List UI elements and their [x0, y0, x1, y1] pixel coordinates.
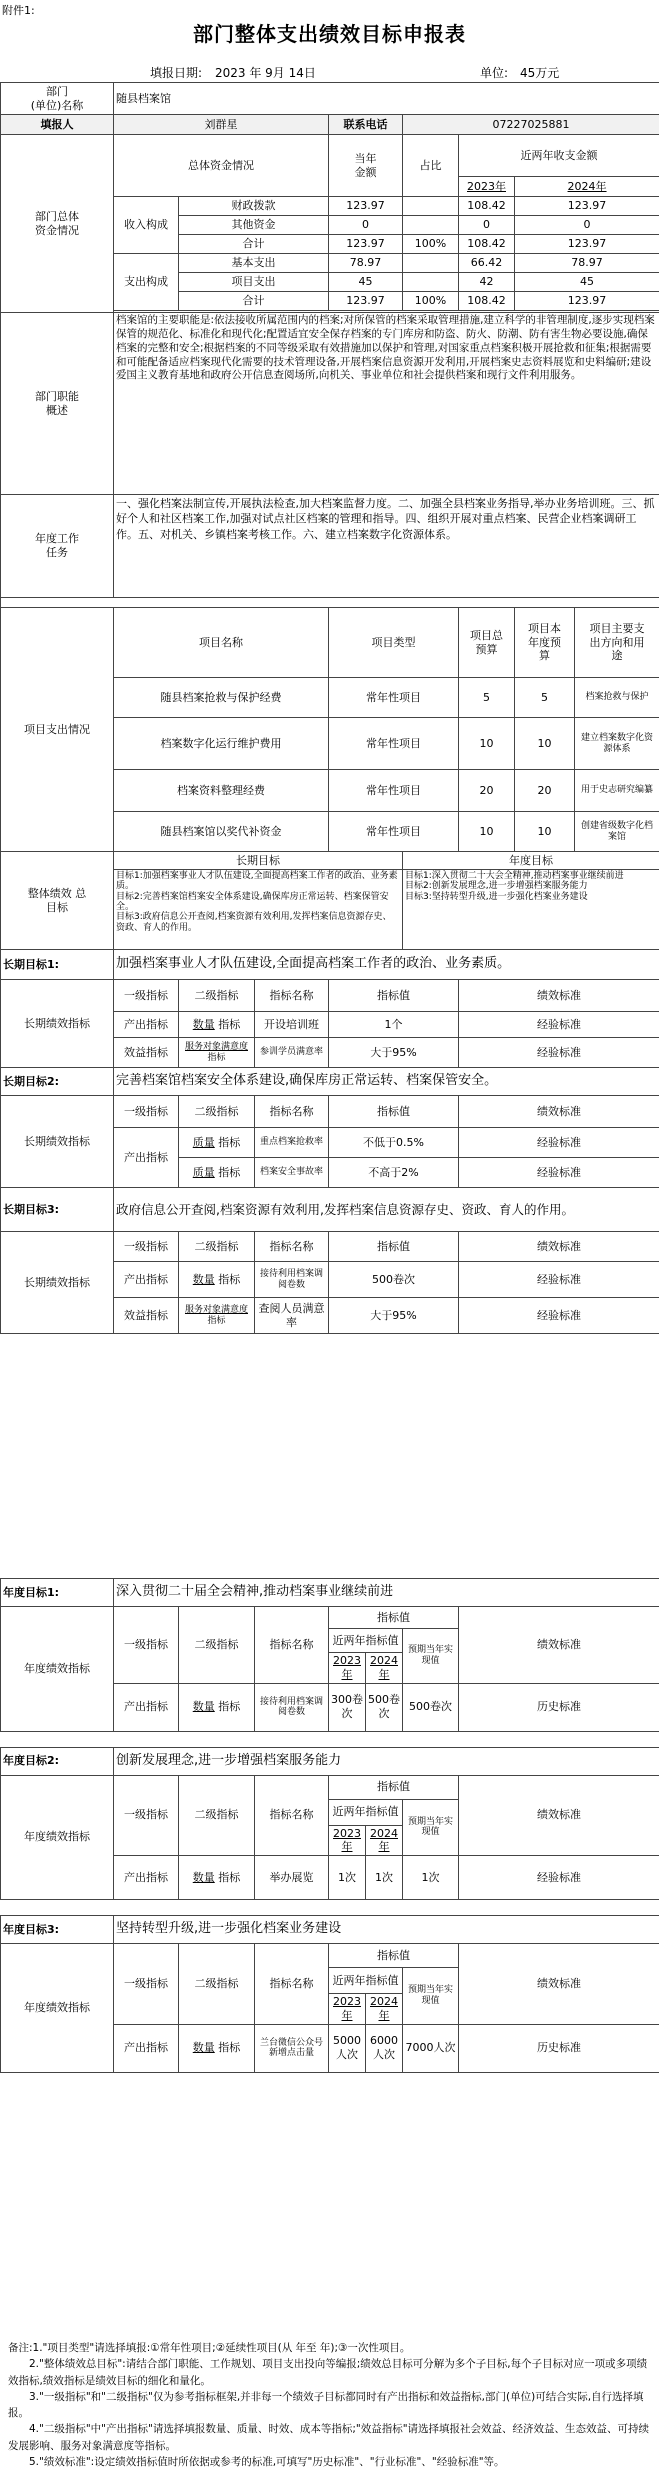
overall-long-text: 目标1:加强档案事业人才队伍建设,全面提高档案工作者的政治、业务素质。 目标2:完善档案馆档案安全体系建设,确保库房正常运转、档案保管安全。 目标3:政府信息公开查阅,档案资源有效利用,发挥档案信息资源存史、资政、育人的作用。 [114, 870, 403, 950]
ind-std: 经验标准 [459, 1298, 659, 1334]
ind-value-y2: 1次 [366, 1856, 403, 1900]
project-year: 5 [515, 678, 575, 718]
funds-item-name: 合计 [179, 235, 329, 254]
header-l1: 一级指标 [114, 1775, 179, 1856]
fill-date-label: 填报日期: [150, 66, 203, 80]
header-l2: 二级指标 [179, 980, 255, 1012]
ind-l2: 服务对象满意度 [184, 1042, 248, 1053]
expense-label: 支出构成 [114, 254, 179, 311]
project-type: 常年性项目 [329, 812, 459, 852]
dept-name: 随县档案馆 [114, 83, 659, 115]
ind-l2: 数量 [192, 2041, 215, 2055]
project-total: 10 [459, 812, 515, 852]
header-name: 指标名称 [255, 1232, 329, 1262]
ind-l1: 效益指标 [114, 1038, 179, 1068]
dept-label: 部门 (单位)名称 [1, 83, 114, 115]
ind-name: 重点档案抢救率 [255, 1128, 329, 1158]
ind-std: 经验标准 [459, 1038, 659, 1068]
header-year-1: 2023年 [329, 1825, 366, 1856]
header-l2: 二级指标 [179, 1607, 255, 1684]
ind-std: 经验标准 [459, 1012, 659, 1038]
header-std: 绩效标准 [459, 1607, 659, 1684]
projects-header-total: 项目总 预算 [459, 608, 515, 678]
project-name: 随县档案抢救与保护经费 [114, 678, 329, 718]
funds-item-current: 0 [329, 216, 403, 235]
header-l1: 一级指标 [114, 1232, 179, 1262]
funds-item-current: 123.97 [329, 235, 403, 254]
year-goal-1-ind-label: 年度绩效指标 [1, 1607, 114, 1732]
ind-l2-suffix: 指标 [218, 2041, 241, 2055]
funds-item-pct: 100% [403, 292, 459, 311]
long-goal-1-ind-label: 长期绩效指标 [1, 980, 114, 1068]
overall-long-header: 长期目标 [114, 852, 403, 870]
projects-header-type: 项目类型 [329, 608, 459, 678]
ind-value: 500卷次 [329, 1262, 459, 1298]
year-goal-1-text: 深入贯彻二十届全会精神,推动档案事业继续前进 [114, 1579, 659, 1607]
ind-l2: 服务对象满意度 [184, 1305, 248, 1316]
header-l2: 二级指标 [179, 1096, 255, 1128]
project-name: 档案资料整理经费 [114, 770, 329, 812]
note-item: 5."绩效标准":设定绩效指标值时所依据或参考的标准,可填写"历史标准"、"行业标准"、"经验标准"等。 [29, 2455, 505, 2468]
header-expect: 预期当年实现值 [403, 1799, 459, 1856]
ind-l1: 产出指标 [114, 1856, 179, 1900]
header-value: 指标值 [329, 1944, 459, 1968]
funds-item-pct [403, 216, 459, 235]
ind-l2: 数量 [192, 1700, 215, 1714]
header-l1: 一级指标 [114, 1607, 179, 1684]
overall-label: 整体绩效 总 目标 [1, 852, 114, 950]
ind-l1: 产出指标 [114, 1128, 179, 1188]
long-goal-2-label: 长期目标2: [1, 1068, 114, 1096]
header-std: 绩效标准 [459, 1096, 659, 1128]
funds-header-recent: 近两年收支金额 [459, 135, 659, 177]
funds-section-label: 部门总体 资金情况 [1, 135, 114, 313]
ind-std: 经验标准 [459, 1128, 659, 1158]
funds-header-total: 总体资金情况 [114, 135, 329, 197]
ind-std: 历史标准 [459, 2024, 659, 2072]
ind-l2-suffix: 指标 [218, 1870, 241, 1884]
year-goal-2-label: 年度目标2: [1, 1747, 114, 1775]
funds-item-current: 78.97 [329, 254, 403, 273]
funds-item-y2: 0 [515, 216, 659, 235]
ind-name: 举办展览 [255, 1856, 329, 1900]
ind-l1: 产出指标 [114, 1012, 179, 1038]
phone-label: 联系电话 [329, 115, 403, 135]
functions-label: 部门职能 概述 [1, 313, 114, 495]
note-item: 4."二级指标"中"产出指标"请选择填报数量、质量、时效、成本等指标;"效益指标"请选择填报社会效益、经济效益、生态效益、可持续发展影响、服务对象满意度等指标。 [8, 2423, 650, 2452]
ind-value: 大于95% [329, 1038, 459, 1068]
ind-l1: 产出指标 [114, 2024, 179, 2072]
header-name: 指标名称 [255, 1096, 329, 1128]
year-goal-2-text: 创新发展理念,进一步增强档案服务能力 [114, 1747, 659, 1775]
funds-item-pct [403, 273, 459, 292]
unit: 45万元 [520, 66, 560, 80]
project-use: 档案抢救与保护 [575, 678, 659, 718]
project-year: 10 [515, 718, 575, 770]
project-year: 20 [515, 770, 575, 812]
ind-l2: 数量 [192, 1017, 215, 1031]
ind-std: 经验标准 [459, 1856, 659, 1900]
ind-l2-suffix: 指标 [218, 1135, 241, 1149]
ind-l1: 产出指标 [114, 1683, 179, 1731]
ind-l2-suffix: 指标 [218, 1017, 241, 1031]
projects-header-name: 项目名称 [114, 608, 329, 678]
header-std: 绩效标准 [459, 1775, 659, 1856]
header-l2: 二级指标 [179, 1232, 255, 1262]
project-total: 10 [459, 718, 515, 770]
overall-year-text: 目标1:深入贯彻二十大会全精神,推动档案事业继续前进 目标2:创新发展理念,进一步增强档案服务能力 目标3:坚持转型升级,进一步强化档案业务建设 [403, 870, 659, 950]
page-title: 部门整体支出绩效目标申报表 [193, 22, 466, 46]
funds-item-current: 45 [329, 273, 403, 292]
year-goal-1-label: 年度目标1: [1, 1579, 114, 1607]
ind-l2: 数量 [192, 1870, 215, 1884]
funds-item-y2: 45 [515, 273, 659, 292]
overall-year-header: 年度目标 [403, 852, 659, 870]
project-total: 20 [459, 770, 515, 812]
header-year-2: 2024年 [366, 1994, 403, 2025]
header-year-2: 2024年 [366, 1825, 403, 1856]
header-l1: 一级指标 [114, 980, 179, 1012]
header-value: 指标值 [329, 980, 459, 1012]
ind-value: 大于95% [329, 1298, 459, 1334]
ind-name: 兰台微信公众号新增点击量 [255, 2024, 329, 2072]
project-name: 档案数字化运行维护费用 [114, 718, 329, 770]
ind-l2-suffix: 指标 [218, 1272, 241, 1286]
income-label: 收入构成 [114, 197, 179, 254]
ind-value: 不高于2% [329, 1158, 459, 1188]
ind-name: 参训学员满意率 [255, 1038, 329, 1068]
funds-item-name: 其他资金 [179, 216, 329, 235]
funds-item-y1: 108.42 [459, 292, 515, 311]
ind-l1: 效益指标 [114, 1298, 179, 1334]
ind-value-y1: 5000人次 [329, 2024, 366, 2072]
funds-item-name: 项目支出 [179, 273, 329, 292]
filler-label: 填报人 [1, 115, 114, 135]
ind-name: 档案安全事故率 [255, 1158, 329, 1188]
header-year-1: 2023年 [329, 1994, 366, 2025]
ind-value-y2: 500卷次 [366, 1683, 403, 1731]
header-value: 指标值 [329, 1775, 459, 1799]
funds-item-y2: 123.97 [515, 292, 659, 311]
phone: 07227025881 [403, 115, 659, 135]
funds-item-current: 123.97 [329, 292, 403, 311]
header-name: 指标名称 [255, 1607, 329, 1684]
ind-l1: 产出指标 [114, 1262, 179, 1298]
long-goal-3-text: 政府信息公开查阅,档案资源有效利用,发挥档案信息资源存史、资政、育人的作用。 [114, 1188, 659, 1232]
header-recent: 近两年指标值 [329, 1629, 403, 1653]
projects-label: 项目支出情况 [1, 608, 114, 852]
header-value: 指标值 [329, 1607, 459, 1629]
ind-l2-suffix: 指标 [218, 1700, 241, 1714]
ind-name: 接待利用档案调阅卷数 [255, 1262, 329, 1298]
funds-item-y1: 108.42 [459, 197, 515, 216]
header-name: 指标名称 [255, 1775, 329, 1856]
funds-header-current: 当年 金额 [329, 135, 403, 197]
funds-item-name: 基本支出 [179, 254, 329, 273]
year-goal-2-ind-label: 年度绩效指标 [1, 1775, 114, 1900]
note-item: 2."整体绩效总目标":请结合部门职能、工作规划、项目支出投向等编报;绩效总目标可分解为多个子目标,每个子目标对应一项或多项绩效指标,绩效指标是绩效目标的细化和量化。 [8, 2358, 648, 2387]
tasks-text: 一、强化档案法制宣传,开展执法检查,加大档案监督力度。二、加强全县档案业务指导,举办业务培训班。三、抓好个人和社区档案工作,加强对试点社区档案的管理和指导。四、组织开展对重点档案、民营企业档案调研工作。五、对机关、乡镇档案考核工作。六、建立档案数字化资源体系。 [114, 495, 659, 598]
project-total: 5 [459, 678, 515, 718]
ind-std: 历史标准 [459, 1683, 659, 1731]
filler-name: 刘群星 [114, 115, 329, 135]
funds-item-current: 123.97 [329, 197, 403, 216]
funds-item-y1: 108.42 [459, 235, 515, 254]
funds-header-pct: 占比 [403, 135, 459, 197]
project-year: 10 [515, 812, 575, 852]
project-name: 随县档案馆以奖代补资金 [114, 812, 329, 852]
projects-header-year: 项目本 年度预 算 [515, 608, 575, 678]
year-goal-3-text: 坚持转型升级,进一步强化档案业务建设 [114, 1916, 659, 1944]
ind-std: 经验标准 [459, 1262, 659, 1298]
long-goal-1-label: 长期目标1: [1, 950, 114, 980]
funds-item-y1: 0 [459, 216, 515, 235]
funds-item-name: 合计 [179, 292, 329, 311]
funds-item-pct [403, 197, 459, 216]
funds-item-y2: 78.97 [515, 254, 659, 273]
header-value: 指标值 [329, 1096, 459, 1128]
header-l1: 一级指标 [114, 1944, 179, 2025]
project-use: 创建省级数字化档案馆 [575, 812, 659, 852]
header-l2: 二级指标 [179, 1944, 255, 2025]
ind-l2: 数量 [192, 1272, 215, 1286]
funds-item-y1: 42 [459, 273, 515, 292]
header-year-1: 2023年 [329, 1653, 366, 1684]
ind-expect: 1次 [403, 1856, 459, 1900]
ind-name: 查阅人员满意率 [255, 1298, 329, 1334]
projects-header-use: 项目主要支 出方向和用 途 [575, 608, 659, 678]
fill-date: 2023 年 9月 14日 [215, 66, 316, 80]
funds-item-pct [403, 254, 459, 273]
long-goal-2-ind-label: 长期绩效指标 [1, 1096, 114, 1188]
header-std: 绩效标准 [459, 980, 659, 1012]
header-expect: 预期当年实现值 [403, 1629, 459, 1684]
funds-item-name: 财政拨款 [179, 197, 329, 216]
ind-value: 不低于0.5% [329, 1128, 459, 1158]
funds-year-1: 2023年 [459, 177, 515, 197]
ind-std: 经验标准 [459, 1158, 659, 1188]
header-year-2: 2024年 [366, 1653, 403, 1684]
project-use: 建立档案数字化资源体系 [575, 718, 659, 770]
ind-name: 开设培训班 [255, 1012, 329, 1038]
funds-year-2: 2024年 [515, 177, 659, 197]
note-item: 3."一级指标"和"二级指标"仅为参考指标框架,并非每一个绩效子目标都同时有产出指标和效益指标,部门(单位)可结合实际,自行选择填报。 [8, 2390, 644, 2420]
notes [8, 2340, 653, 2470]
project-type: 常年性项目 [329, 770, 459, 812]
header-std: 绩效标准 [459, 1232, 659, 1262]
long-goal-2-text: 完善档案馆档案安全体系建设,确保库房正常运转、档案保管安全。 [114, 1068, 659, 1096]
long-goal-1-text: 加强档案事业人才队伍建设,全面提高档案工作者的政治、业务素质。 [114, 950, 659, 980]
header-name: 指标名称 [255, 980, 329, 1012]
ind-expect: 500卷次 [403, 1683, 459, 1731]
header-value: 指标值 [329, 1232, 459, 1262]
ind-expect: 7000人次 [403, 2024, 459, 2072]
header-recent: 近两年指标值 [329, 1968, 403, 1994]
attachment-label: 附件1: [2, 4, 35, 17]
header-l2: 二级指标 [179, 1775, 255, 1856]
ind-value: 1个 [329, 1012, 459, 1038]
ind-l2-suffix: 指标 [207, 1315, 226, 1326]
project-use: 用于史志研究编纂 [575, 770, 659, 812]
functions-text: 档案馆的主要职能是:依法接收所属范围内的档案;对所保管的档案采取管理措施,建立科学的非管理制度,逐步实现档案保管的规范化、标准化和现代化;配置适宜安全保存档案的专门库房和防盗、防火、防潮、防有害生物必要设施,确保档案的完整和安全;根据档案的不同等级采取有效措施加以保护和管理,对国家重点档案积极开展抢救和征集;根据需要和可能配备适应档案现代化需要的技术管理设备,开展档案信息资源开发利用,开展档案史志资料展览和史料编研;建设爱国主义教育基地和政府公开信息查阅场所,向机关、事业单位和社会提供档案和现行文件利用服务。 [114, 313, 659, 495]
ind-value-y2: 6000人次 [366, 2024, 403, 2072]
unit-label: 单位: [480, 66, 509, 80]
ind-l2: 质量 [192, 1135, 215, 1149]
ind-value-y1: 300卷次 [329, 1683, 366, 1731]
header-name: 指标名称 [255, 1944, 329, 2025]
funds-item-y2: 123.97 [515, 235, 659, 254]
long-goal-3-ind-label: 长期绩效指标 [1, 1232, 114, 1334]
header-recent: 近两年指标值 [329, 1799, 403, 1825]
funds-item-y2: 123.97 [515, 197, 659, 216]
ind-l2-suffix: 指标 [207, 1052, 226, 1063]
year-goals-table [0, 1578, 659, 2073]
year-goal-3-label: 年度目标3: [1, 1916, 114, 1944]
header-std: 绩效标准 [459, 1944, 659, 2025]
main-table [0, 82, 659, 1350]
note-item: 备注:1."项目类型"请选择填报:①常年性项目;②延续性项目(从 年至 年);③一次性项目。 [8, 2342, 411, 2354]
funds-item-pct: 100% [403, 235, 459, 254]
ind-l2-suffix: 指标 [218, 1165, 241, 1179]
header-expect: 预期当年实现值 [403, 1968, 459, 2025]
tasks-label: 年度工作 任务 [1, 495, 114, 598]
ind-value-y1: 1次 [329, 1856, 366, 1900]
year-goal-3-ind-label: 年度绩效指标 [1, 1944, 114, 2073]
header-l1: 一级指标 [114, 1096, 179, 1128]
project-type: 常年性项目 [329, 718, 459, 770]
long-goal-3-label: 长期目标3: [1, 1188, 114, 1232]
ind-l2: 质量 [192, 1165, 215, 1179]
project-type: 常年性项目 [329, 678, 459, 718]
ind-name: 接待利用档案调阅卷数 [255, 1683, 329, 1731]
funds-item-y1: 66.42 [459, 254, 515, 273]
